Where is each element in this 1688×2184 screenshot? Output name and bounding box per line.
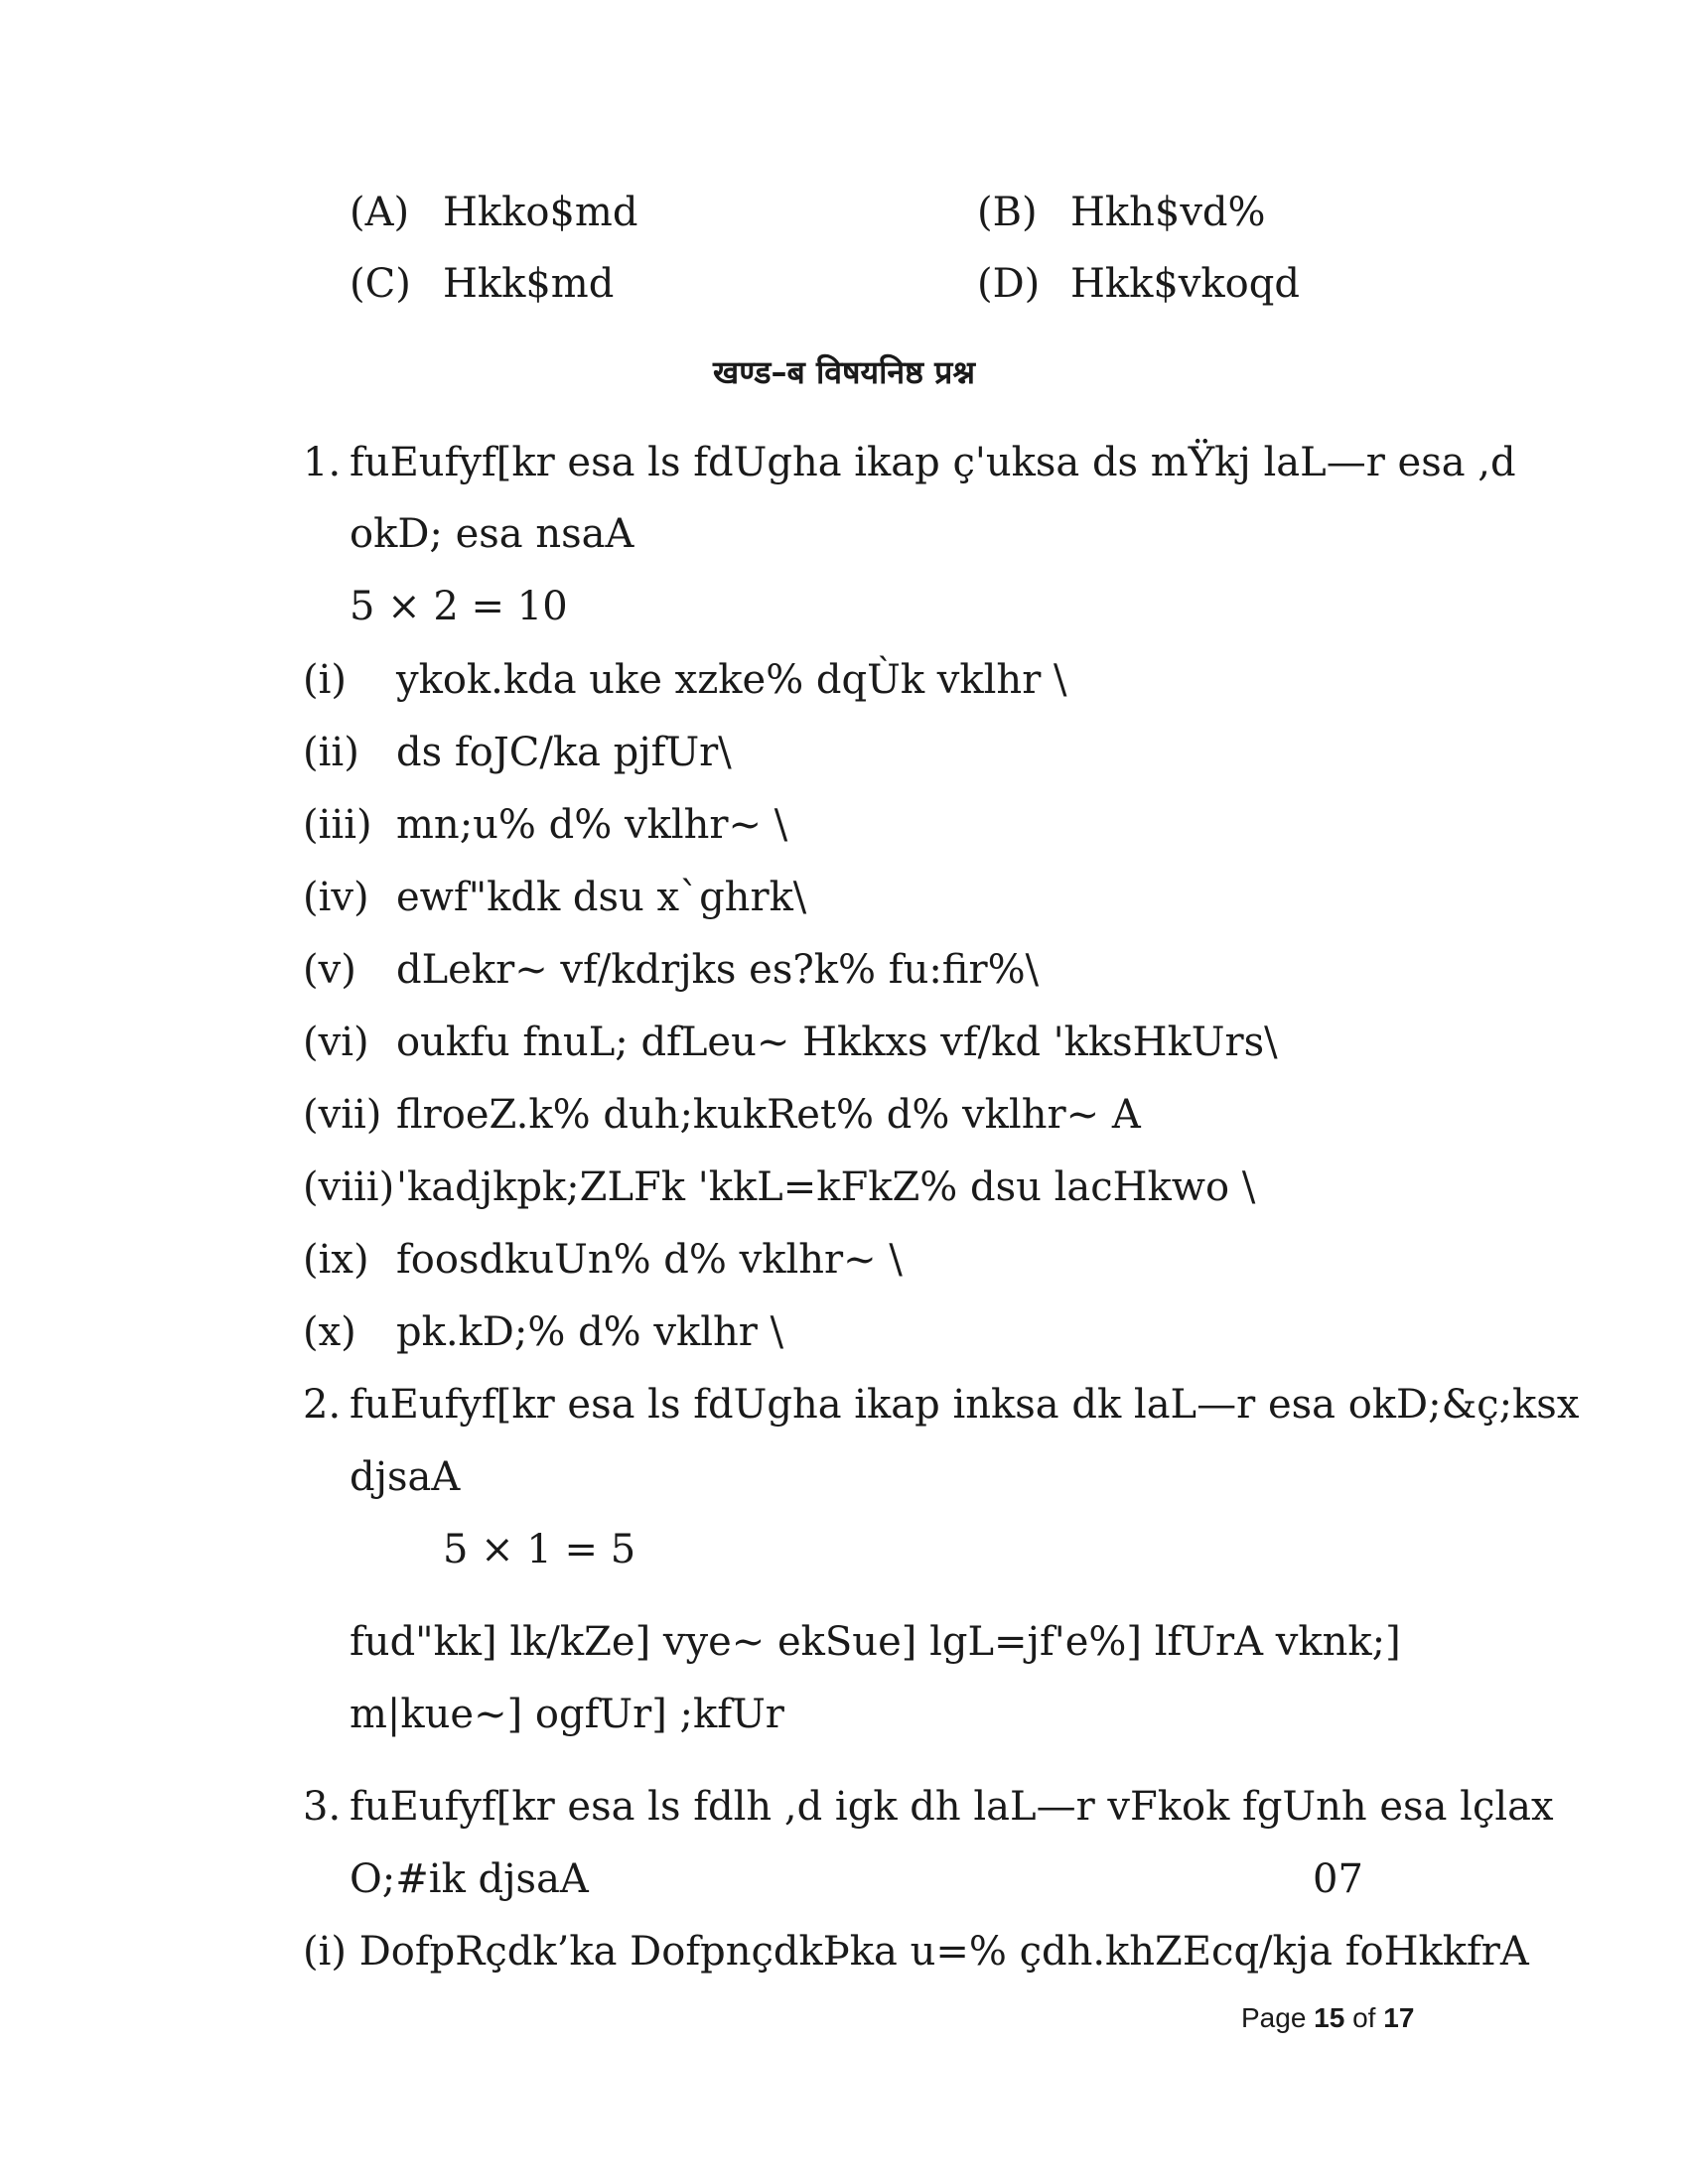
question-3-line2: O;#ik djsaA	[350, 1856, 589, 1902]
option-text: Hkko$md	[443, 190, 638, 235]
item-number: (v)	[303, 947, 356, 993]
page-number	[1241, 2000, 1414, 2036]
item-number: (ix)	[303, 1237, 369, 1283]
item-text: dLekr~ vf/kdrjks es?k% fu:fir%\	[396, 947, 1040, 993]
option-label: (B)	[977, 190, 1038, 235]
option-label: (C)	[350, 261, 411, 307]
item-text: foosdkuUn% d% vklhr~ \	[396, 1237, 903, 1283]
question-2-words-line2: m|kue~] ogfUr] ;kfUr	[350, 1692, 784, 1737]
page-of: of	[1344, 2002, 1384, 2033]
item-text: ewf"kdk dsu x`ghrk\	[396, 875, 807, 920]
item-number: (x)	[303, 1309, 356, 1355]
item-number: (iii)	[303, 802, 372, 848]
item-text: flroeZ.k% duh;kukRet% d% vklhr~ A	[396, 1092, 1141, 1138]
question-3-item: (i) DofpRçdk’ka DofpnçdkÞka u=% çdh.khZEcq/kja foHkkfrA	[303, 1929, 1529, 1975]
page-prefix: Page	[1241, 2002, 1315, 2033]
question-2-number: 2.	[303, 1382, 342, 1428]
question-2-line1: fuEufyf[kr esa ls fdUgha ikap inksa dk laL—r esa okD;&ç;ksx	[350, 1382, 1580, 1428]
question-3-number: 3.	[303, 1784, 342, 1830]
option-label: (D)	[977, 261, 1041, 307]
total-pages: 17	[1383, 2002, 1415, 2033]
question-2-words-line1: fud"kk] lk/kZe] vye~ ekSue] lgL=jf'e%] lfUrA vknk;]	[350, 1619, 1401, 1665]
question-3-marks: 07	[1313, 1856, 1363, 1902]
question-2-marks: 5 × 1 = 5	[443, 1527, 636, 1572]
option-text: Hkh$vd%	[1070, 190, 1266, 235]
item-text: mn;u% d% vklhr~ \	[396, 802, 788, 848]
item-number: (viii)	[303, 1164, 395, 1210]
section-heading: खण्ड–ब विषयनिष्ठ प्रश्न	[713, 353, 975, 391]
option-text: Hkk$md	[443, 261, 615, 307]
item-text: pk.kD;% d% vklhr \	[396, 1309, 784, 1355]
option-label: (A)	[350, 190, 410, 235]
question-2-line2: djsaA	[350, 1454, 461, 1500]
option-text: Hkk$vkoqd	[1070, 261, 1300, 307]
question-1-marks: 5 × 2 = 10	[350, 584, 568, 629]
question-1-line1: fuEufyf[kr esa ls fdUgha ikap ç'uksa ds mŸkj laL—r esa ,d	[350, 440, 1516, 485]
current-page: 15	[1314, 2002, 1345, 2033]
item-number: (iv)	[303, 875, 369, 920]
item-number: (ii)	[303, 730, 359, 775]
item-number: (i)	[303, 657, 348, 703]
question-1-number: 1.	[303, 440, 342, 485]
item-text: oukfu fnuL; dfLeu~ Hkkxs vf/kd 'kksHkUrs\	[396, 1020, 1278, 1065]
item-text: ykok.kda uke xzke% dqÙk vklhr \	[396, 657, 1067, 703]
question-3-line1: fuEufyf[kr esa ls fdlh ,d igk dh laL—r vFkok fgUnh esa lçlax	[350, 1784, 1554, 1830]
item-number: (vii)	[303, 1092, 382, 1138]
item-text: ds foJC/ka pjfUr\	[396, 730, 732, 775]
item-text: 'kadjkpk;ZLFk 'kkL=kFkZ% dsu lacHkwo \	[396, 1164, 1256, 1210]
item-number: (vi)	[303, 1020, 369, 1065]
question-1-line2: okD; esa nsaA	[350, 511, 634, 557]
